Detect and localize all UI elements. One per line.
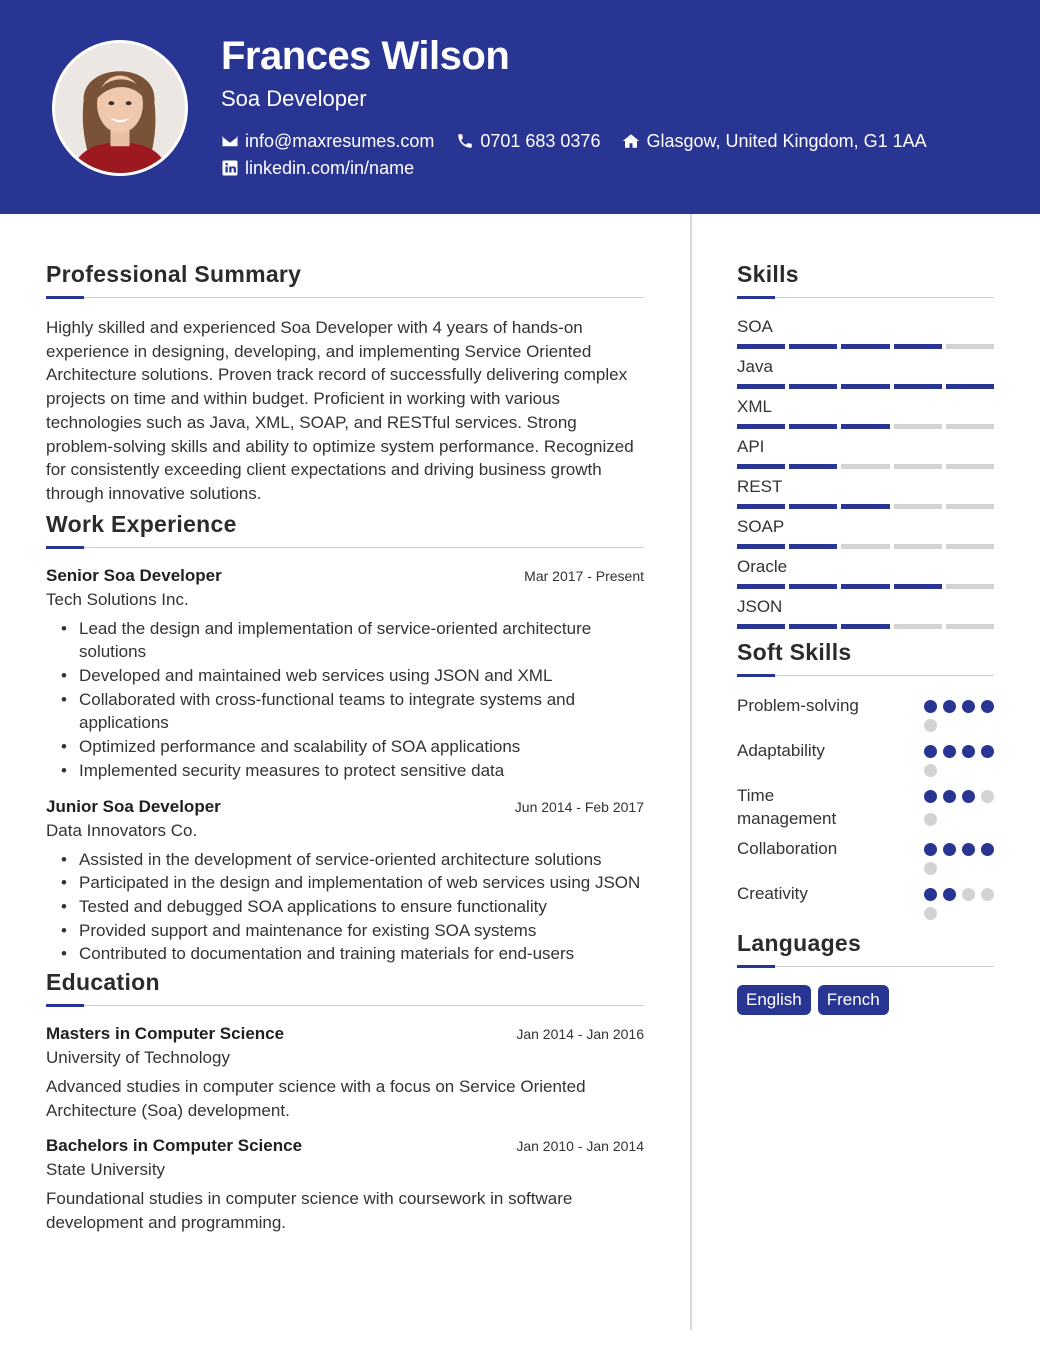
skill-level-bar — [737, 424, 994, 429]
summary-title: Professional Summary — [46, 261, 302, 287]
bullet-item: • Optimized performance and scalability of SOA applications — [46, 735, 644, 759]
soft-skill-dots — [924, 837, 994, 875]
skill-name: API — [737, 437, 765, 456]
skill-name: SOAP — [737, 517, 785, 536]
column-divider — [690, 214, 692, 1330]
soft-skill-dot — [943, 843, 956, 856]
skill-name: SOA — [737, 317, 773, 336]
soft-skill-dot — [981, 700, 994, 713]
skill-level-segment — [737, 504, 785, 509]
main-column — [46, 258, 644, 1249]
skill-name: Oracle — [737, 557, 788, 576]
bullet-item: • Developed and maintained web services using JSON and XML — [46, 664, 644, 688]
skill-level-segment — [894, 584, 942, 589]
section-rule — [737, 296, 994, 300]
job-entry — [46, 797, 644, 967]
skill-level-bar — [737, 384, 994, 389]
job-bullets — [46, 848, 644, 967]
skill-level-segment — [789, 544, 837, 549]
job-dates: Jun 2014 - Feb 2017 — [514, 798, 644, 815]
bullet-item: • Lead the design and implementation of service-oriented architecture solutions — [46, 617, 644, 664]
skill-level-segment — [946, 464, 994, 469]
soft-skill-dot — [962, 888, 975, 901]
section-rule — [46, 1004, 644, 1008]
skill-level-segment — [737, 344, 785, 349]
section-rule — [737, 674, 994, 678]
education-dates: Jan 2014 - Jan 2016 — [516, 1026, 644, 1043]
skill-level-segment — [894, 424, 942, 429]
soft-skill-dot — [924, 764, 937, 777]
job-title: Junior Soa Developer — [46, 796, 221, 816]
skill-item — [737, 596, 994, 629]
school-name: State University — [46, 1160, 166, 1180]
skill-level-segment — [894, 504, 942, 509]
skill-level-segment — [789, 344, 837, 349]
soft-skill-dots — [924, 694, 994, 732]
soft-skill-dot — [924, 907, 937, 920]
bullet-item: • Contributed to documentation and training materials for end-users — [46, 942, 644, 966]
phone-contact[interactable] — [456, 131, 600, 152]
skill-item — [737, 316, 994, 349]
soft-skill-dot — [924, 813, 937, 826]
soft-skill-dot — [962, 700, 975, 713]
bullet-item: • Participated in the design and implementation of web services using JSON — [46, 871, 644, 895]
language-badge: English — [737, 985, 811, 1015]
linkedin-text: linkedin.com/in/name — [245, 157, 415, 178]
skill-level-segment — [789, 504, 837, 509]
language-badge: French — [818, 985, 889, 1015]
skill-name: JSON — [737, 597, 783, 616]
languages-section — [737, 927, 994, 1015]
job-title: Senior Soa Developer — [46, 565, 222, 585]
job-entry — [46, 566, 644, 783]
bullet-item: • Implemented security measures to protect sensitive data — [46, 759, 644, 783]
education-dates: Jan 2010 - Jan 2014 — [516, 1138, 644, 1155]
phone-icon — [456, 132, 474, 150]
soft-skill-dots — [924, 739, 994, 777]
soft-skill-dot — [924, 843, 937, 856]
bullet-item: • Collaborated with cross-functional teams to integrate systems and applications — [46, 688, 644, 735]
skill-level-segment — [737, 544, 785, 549]
soft-skill-item — [737, 882, 994, 920]
soft-skills-section — [737, 636, 994, 920]
skill-item — [737, 436, 994, 469]
bullet-item: • Provided support and maintenance for existing SOA systems — [46, 919, 644, 943]
skill-level-segment — [737, 424, 785, 429]
job-company: Data Innovators Co. — [46, 820, 198, 840]
soft-skills-title: Soft Skills — [737, 639, 852, 665]
soft-skill-name: Adaptability — [737, 741, 825, 760]
soft-skill-name: Creativity — [737, 884, 808, 903]
languages-list — [737, 985, 994, 1015]
education-title: Education — [46, 969, 160, 996]
skill-level-bar — [737, 344, 994, 349]
soft-skill-dot — [943, 888, 956, 901]
bullet-item: • Assisted in the development of service-oriented architecture solutions — [46, 848, 644, 872]
experience-section — [46, 508, 644, 966]
soft-skill-dot — [924, 700, 937, 713]
job-bullets — [46, 617, 644, 783]
soft-skill-dot — [981, 790, 994, 803]
skills-list — [737, 316, 994, 629]
soft-skill-dot — [962, 745, 975, 758]
skill-level-segment — [946, 624, 994, 629]
sidebar-column — [737, 258, 994, 1015]
skill-item — [737, 476, 994, 509]
soft-skill-dot — [924, 745, 937, 758]
skill-level-bar — [737, 464, 994, 469]
candidate-role: Soa Developer — [221, 86, 367, 111]
skill-name: Java — [737, 357, 773, 376]
education-description: Advanced studies in computer science with a focus on Service Oriented Architecture (Soa) development. — [46, 1077, 586, 1120]
section-rule — [46, 296, 644, 300]
skill-level-segment — [789, 624, 837, 629]
envelope-icon — [221, 132, 239, 150]
skill-item — [737, 556, 994, 589]
skill-level-segment — [737, 624, 785, 629]
education-entry — [46, 1024, 644, 1122]
skill-level-segment — [894, 624, 942, 629]
soft-skill-dot — [924, 862, 937, 875]
email-text: info@maxresumes.com — [245, 130, 435, 151]
skill-level-segment — [841, 624, 889, 629]
soft-skill-dots — [924, 784, 994, 830]
soft-skill-name: Time management — [737, 786, 837, 828]
linkedin-icon — [221, 159, 239, 177]
soft-skill-dot — [981, 888, 994, 901]
skill-name: REST — [737, 477, 783, 496]
soft-skill-name: Collaboration — [737, 839, 838, 858]
soft-skill-dot — [962, 843, 975, 856]
location-contact — [622, 131, 926, 152]
resume-header — [0, 0, 1040, 214]
degree-title: Bachelors in Computer Science — [46, 1136, 303, 1156]
skill-level-segment — [946, 504, 994, 509]
skill-level-segment — [946, 544, 994, 549]
soft-skill-dot — [943, 790, 956, 803]
soft-skill-dot — [924, 790, 937, 803]
skill-level-segment — [841, 424, 889, 429]
skill-level-bar — [737, 624, 994, 629]
location-text: Glasgow, United Kingdom, G1 1AA — [646, 130, 927, 151]
soft-skill-item — [737, 837, 994, 875]
skill-level-bar — [737, 544, 994, 549]
profile-photo-image — [55, 43, 185, 173]
linkedin-contact[interactable] — [221, 158, 414, 179]
skill-level-segment — [789, 424, 837, 429]
contact-info — [221, 129, 949, 183]
summary-section — [46, 258, 644, 506]
soft-skill-name: Problem-solving — [737, 696, 859, 715]
soft-skill-dot — [981, 843, 994, 856]
soft-skill-item — [737, 694, 994, 732]
skill-level-segment — [894, 544, 942, 549]
soft-skill-dot — [943, 700, 956, 713]
section-rule — [46, 546, 644, 550]
experience-title: Work Experience — [46, 510, 237, 537]
degree-title: Masters in Computer Science — [46, 1024, 285, 1044]
skill-level-segment — [894, 384, 942, 389]
phone-text: 0701 683 0376 — [480, 130, 601, 151]
section-rule — [737, 965, 994, 969]
skill-level-segment — [946, 344, 994, 349]
skill-item — [737, 516, 994, 549]
skill-level-segment — [737, 584, 785, 589]
skill-level-segment — [841, 464, 889, 469]
skill-level-segment — [841, 544, 889, 549]
skill-level-segment — [789, 464, 837, 469]
skills-section — [737, 258, 994, 629]
soft-skill-dot — [924, 719, 937, 732]
skill-level-segment — [737, 464, 785, 469]
skill-name: XML — [737, 397, 772, 416]
education-description: Foundational studies in computer science with coursework in software development and programming. — [46, 1189, 573, 1233]
skill-level-segment — [894, 464, 942, 469]
bullet-item: • Tested and debugged SOA applications to ensure functionality — [46, 895, 644, 919]
school-name: University of Technology — [46, 1048, 230, 1068]
skill-level-bar — [737, 584, 994, 589]
soft-skill-dot — [962, 790, 975, 803]
soft-skill-dot — [943, 745, 956, 758]
soft-skill-dot — [924, 888, 937, 901]
soft-skill-dots — [924, 882, 994, 920]
skills-title: Skills — [737, 261, 799, 287]
education-entry — [46, 1136, 644, 1234]
skill-level-bar — [737, 504, 994, 509]
skill-level-segment — [789, 384, 837, 389]
skill-level-segment — [894, 344, 942, 349]
skill-item — [737, 356, 994, 389]
summary-text: Highly skilled and experienced Soa Developer with 4 years of hands-on experience in designing, developing, and implementing Service Oriented Architecture solutions. Proven track record of successfully delivering complex projects on time and within budget. Proficient in working with various technologies such as Java, XML, SOAP, and RESTful services. Strong problem-solving skills and ability to optimize system performance. Recognized for consistently exceeding client expectations and driving business growth through innovative solutions. — [46, 318, 634, 503]
skill-level-segment — [789, 584, 837, 589]
job-dates: Mar 2017 - Present — [524, 567, 644, 584]
candidate-name: Frances Wilson — [221, 34, 510, 78]
email-contact[interactable] — [221, 131, 434, 152]
home-icon — [622, 132, 640, 150]
skill-level-segment — [946, 584, 994, 589]
education-section — [46, 966, 644, 1235]
soft-skill-dot — [981, 745, 994, 758]
job-company: Tech Solutions Inc. — [46, 589, 189, 609]
skill-item — [737, 396, 994, 429]
languages-title: Languages — [737, 930, 862, 956]
soft-skill-item — [737, 784, 994, 830]
skill-level-segment — [946, 384, 994, 389]
profile-photo — [52, 40, 188, 176]
skill-level-segment — [841, 344, 889, 349]
skill-level-segment — [737, 384, 785, 389]
skill-level-segment — [841, 504, 889, 509]
skill-level-segment — [841, 584, 889, 589]
soft-skill-item — [737, 739, 994, 777]
skill-level-segment — [841, 384, 889, 389]
skill-level-segment — [946, 424, 994, 429]
